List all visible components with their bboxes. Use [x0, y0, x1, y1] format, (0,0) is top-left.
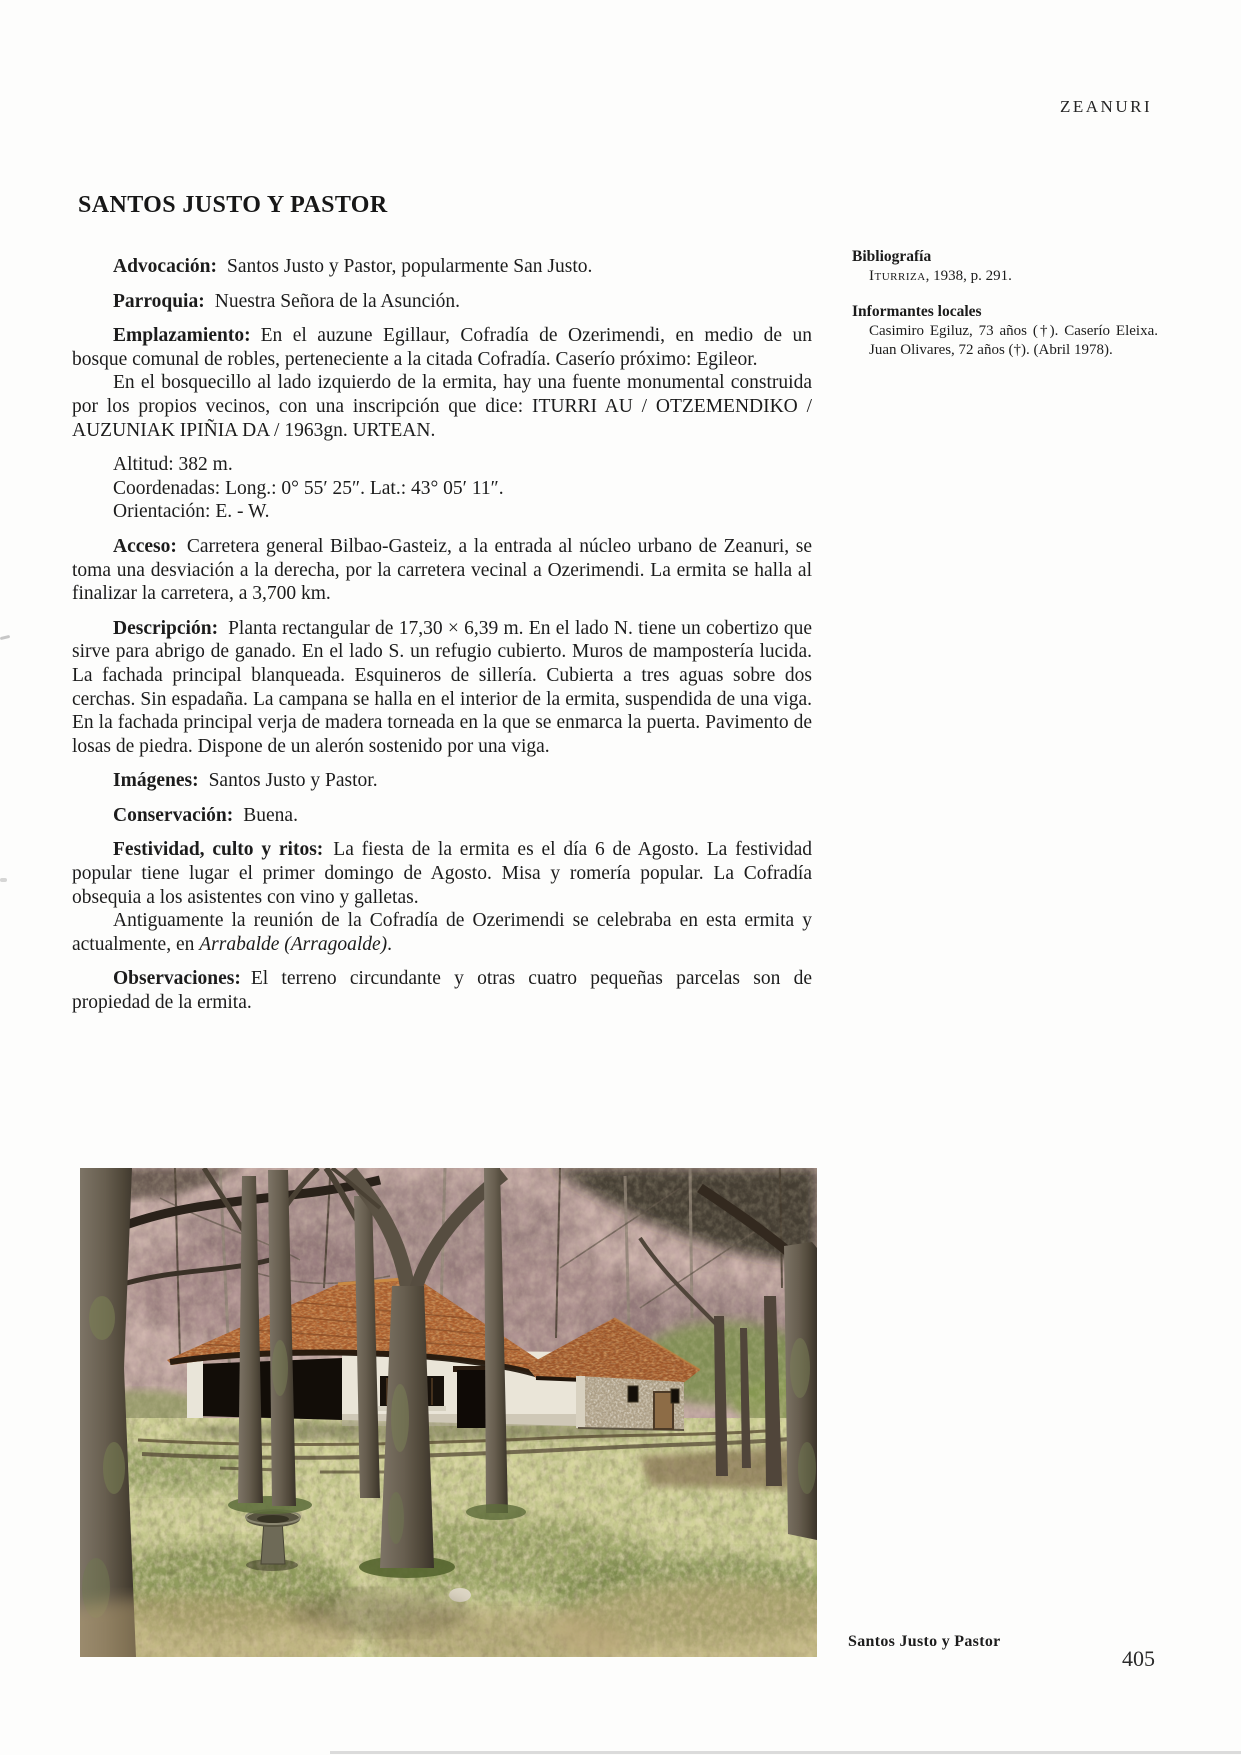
- paragraph-emplazamiento: [72, 324, 812, 371]
- paragraph-conservacion: [72, 804, 812, 828]
- informants-heading: Informantes locales: [852, 303, 982, 320]
- paragraph-text: Planta rectangular de 17,30 × 6,39 m. En el lado N. tiene un cobertizo que sirve para abrigo de ganado. En el lado S. un refugio cubierto. Muros de mampostería lucida. La fachada principal blanqueada. Esquineros de sillería. Cubierta a tres aguas sobre dos cerchas. Sin espadaña. La campana se halla en el interior de la ermita, suspendida de una viga. En la fachada principal verja de madera torneada en la que se enmarca la puerta. Pavimento de losas de piedra. Dispone de un alerón sostenido por una viga.: [72, 617, 812, 757]
- scan-artifact: [0, 878, 7, 882]
- paragraph-text: Santos Justo y Pastor, popularmente San Justo.: [227, 256, 593, 277]
- paragraph-observaciones: [72, 967, 812, 1014]
- hermitage-photo: [80, 1168, 817, 1657]
- paragraph-italic-text: Arrabalde (Arragoalde): [199, 933, 388, 955]
- coordinates-line: Coordenadas: Long.: 0° 55′ 25″. Lat.: 43° 05′ 11″.: [113, 477, 504, 499]
- scan-artifact: [0, 635, 10, 640]
- running-header: ZEANURI: [1060, 97, 1153, 116]
- paragraph-advocacion: [72, 255, 812, 279]
- paragraph-label: Descripción:: [113, 617, 219, 639]
- informants-group: [852, 303, 1158, 360]
- paragraph-text-tail: .: [387, 933, 393, 955]
- paragraph-label: Emplazamiento:: [113, 325, 251, 347]
- paragraph-text: Buena.: [243, 804, 298, 826]
- paragraph-label: Advocación:: [113, 256, 217, 277]
- paragraph-text: En el auzune Egillaur, Cofradía de Ozerimendi, en medio de un bosque comunal de robles, perteneciente a la citada Cofradía. Caserío próximo: Egileor.: [72, 325, 812, 370]
- paragraph-antiguamente: [72, 909, 812, 956]
- paragraph-imagenes: [72, 769, 812, 793]
- paragraph-label: Acceso:: [113, 535, 177, 557]
- paragraph-text: La fiesta de la ermita es el día 6 de Agosto. La festividad popular tiene lugar el primer domingo de Agosto. Misa y romería popular. La Cofradía obsequia a los asistentes con vino y galletas.: [72, 839, 812, 908]
- informants-entry: Casimiro Egiluz, 73 años (†). Caserío Eleixa. Juan Olivares, 72 años (†). (Abril 1978).: [869, 323, 1158, 358]
- altitude-line: Altitud: 382 m.: [113, 454, 233, 476]
- paragraph-fuente: [72, 371, 812, 442]
- paragraph-text: Carretera general Bilbao-Gasteiz, a la entrada al núcleo urbano de Zeanuri, se toma una desviación a la derecha, por la carretera vecinal a Ozerimendi. La ermita se halla al finalizar la carretera, a 3,700 km.: [72, 535, 812, 605]
- paragraph-festividad: [72, 838, 812, 909]
- main-text-column: [72, 192, 812, 1015]
- paragraph-parroquia: [72, 290, 812, 314]
- paragraph-text: Antiguamente la reunión de la Cofradía de Ozerimendi se celebraba en esta ermita y actualmente, en: [72, 910, 812, 955]
- scan-edge-artifact: [330, 1751, 1241, 1754]
- bibliography-group: [852, 248, 1158, 286]
- paragraph-text: El terreno circundante y otras cuatro pequeñas parcelas son de propiedad de la ermita.: [72, 968, 812, 1014]
- page-number: 405: [1122, 1646, 1155, 1671]
- paragraph-text: Nuestra Señora de la Asunción.: [214, 290, 461, 312]
- paragraph-label: Conservación:: [113, 804, 234, 826]
- paragraph-acceso: [72, 535, 812, 606]
- paragraph-label: Imágenes:: [113, 770, 199, 792]
- bibliography-author: Iturriza: [869, 268, 926, 284]
- paragraph-text: En el bosquecillo al lado izquierdo de la ermita, hay una fuente monumental construida por los propios vecinos, con una inscripción que dice: ITURRI AU / OTZEMENDIKO / AUZUNIAK IPIÑIA DA / 1963gn. URTEAN.: [72, 372, 812, 441]
- hermitage-photo-svg: [80, 1168, 817, 1657]
- technical-data-block: [113, 453, 812, 524]
- page-title: SANTOS JUSTO Y PASTOR: [78, 192, 388, 218]
- paragraph-label: Parroquia:: [113, 290, 205, 312]
- bibliography-heading: Bibliografía: [852, 248, 932, 265]
- photo-caption: Santos Justo y Pastor: [848, 1633, 1001, 1650]
- paragraph-label: Observaciones:: [113, 968, 241, 990]
- reference-sidebar: [852, 248, 1158, 360]
- paragraph-descripcion: [72, 617, 812, 759]
- paragraph-text: Santos Justo y Pastor.: [208, 770, 378, 792]
- orientation-line: Orientación: E. - W.: [113, 501, 270, 523]
- paragraph-label: Festividad, culto y ritos:: [113, 839, 324, 861]
- bibliography-entry: [869, 267, 1158, 286]
- bibliography-citation: , 1938, p. 291.: [925, 268, 1012, 284]
